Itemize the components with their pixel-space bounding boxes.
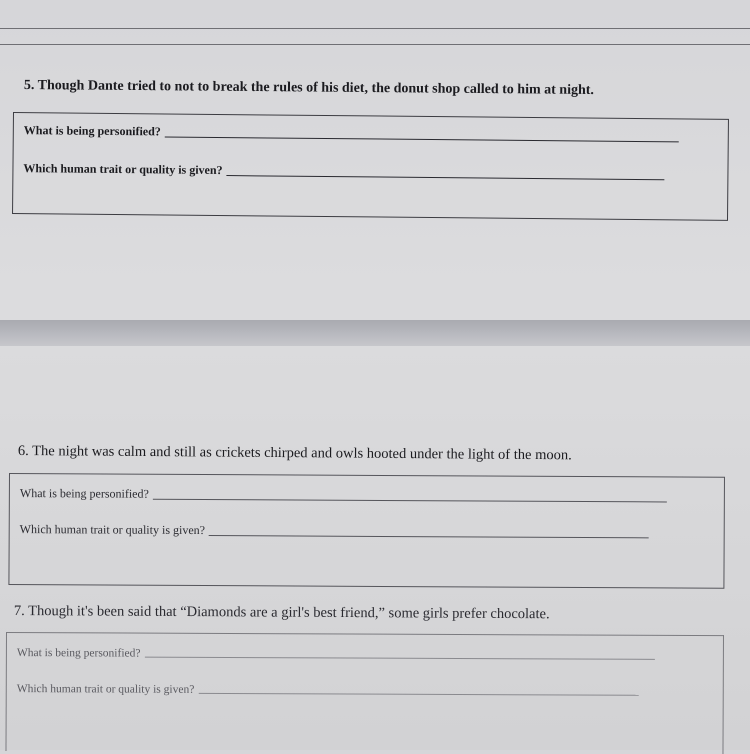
trait-field[interactable] bbox=[17, 683, 639, 698]
question-sentence: The night was calm and still as crickets chirped and owls hooted under the light of the moon. bbox=[32, 443, 572, 464]
question-sentence: Though it's been said that “Diamonds are a girl's best friend,” some girls prefer chocolate. bbox=[28, 603, 550, 623]
trait-label: Which human trait or quality is given? bbox=[23, 161, 223, 178]
personified-label: What is being personified? bbox=[23, 123, 161, 139]
trait-field[interactable] bbox=[20, 522, 649, 540]
answer-box-7 bbox=[5, 632, 724, 754]
answer-box-5 bbox=[12, 112, 729, 221]
personified-field[interactable] bbox=[17, 647, 655, 662]
trait-label: Which human trait or quality is given? bbox=[19, 522, 206, 538]
answer-line[interactable] bbox=[227, 174, 665, 180]
top-rule bbox=[0, 28, 750, 29]
question-number: 5. bbox=[23, 78, 35, 94]
answer-line[interactable] bbox=[144, 656, 654, 660]
personified-field[interactable] bbox=[24, 123, 679, 144]
question-6 bbox=[18, 443, 572, 464]
question-sentence: Though Dante tried to not to break the rules of his diet, the donut shop called to him at night. bbox=[37, 78, 595, 98]
personified-label: What is being personified? bbox=[19, 486, 149, 501]
question-number: 6. bbox=[17, 443, 29, 460]
answer-line[interactable] bbox=[165, 135, 679, 142]
question-5 bbox=[24, 78, 594, 99]
answer-line[interactable] bbox=[153, 498, 667, 503]
question-number: 7. bbox=[13, 603, 25, 620]
question-7 bbox=[14, 603, 550, 623]
top-rule bbox=[0, 44, 750, 45]
personified-label: What is being personified? bbox=[16, 647, 141, 660]
trait-field[interactable] bbox=[23, 161, 664, 182]
page-separator bbox=[0, 320, 750, 346]
answer-line[interactable] bbox=[209, 534, 649, 538]
personified-field[interactable] bbox=[20, 486, 667, 504]
answer-line[interactable] bbox=[198, 692, 638, 696]
answer-box-6 bbox=[8, 473, 725, 589]
trait-label: Which human trait or quality is given? bbox=[16, 683, 195, 696]
